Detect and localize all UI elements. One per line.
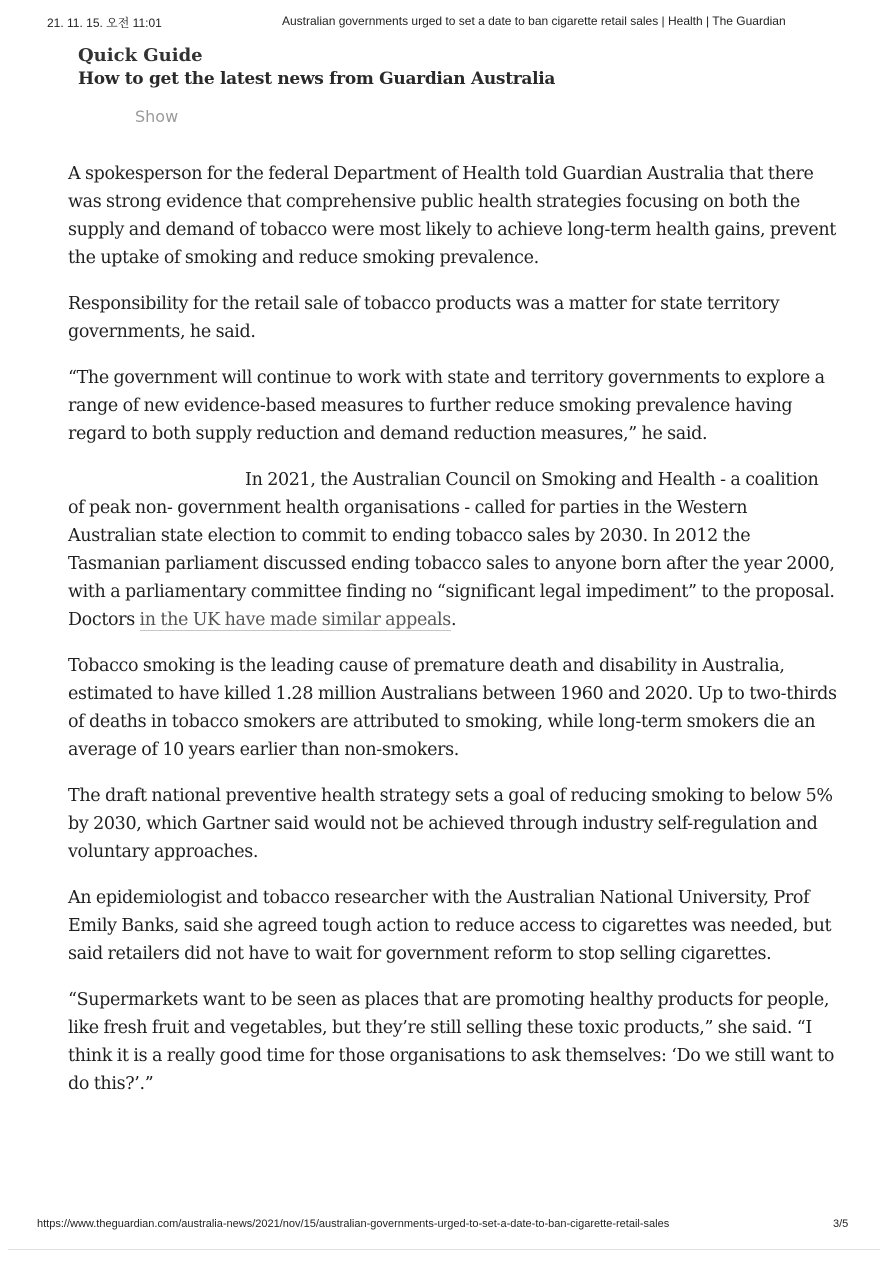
- article-paragraph: “Supermarkets want to be seen as places that are promoting healthy products for people, like fresh fruit and vegetables, but they’re still selling these toxic products,” she said. “I think it is a really good time for those organisations to ask themselves: ‘Do we still want to do this?’.”: [68, 990, 835, 1094]
- quick-guide-show-button[interactable]: Show: [135, 107, 179, 126]
- paragraph-end: .: [450, 610, 457, 630]
- print-page-title: Australian governments urged to set a date to ban cigarette retail sales | Health | The Guardian: [282, 14, 786, 28]
- article-paragraph: The draft national preventive health strategy sets a goal of reducing smoking to below 5% by 2030, which Gartner said would not be achieved through industry self-regulation and voluntary approaches.: [68, 786, 833, 862]
- article-paragraph: Responsibility for the retail sale of tobacco products was a matter for state territory governments, he said.: [68, 294, 780, 342]
- print-url: https://www.theguardian.com/australia-news/2021/nov/15/australian-governments-urged-to-set-a-date-to-ban-cigarette-retail-sales: [37, 1218, 670, 1230]
- quick-guide: [78, 45, 555, 91]
- paragraph-text: In 2021, the Australian Council on Smoking and Health - a coalition of peak non- government health organisations - called for parties in the Western Australian state election to commit to ending tobacco sales by 2030. In 2012 the Tasmanian parliament discussed ending tobacco sales to anyone born after the year 2000, with a parliamentary committee finding no “significant legal impediment” to the proposal. Doctors: [68, 470, 835, 630]
- article-paragraph: Tobacco smoking is the leading cause of premature death and disability in Australia, estimated to have killed 1.28 million Australians between 1960 and 2020. Up to two-thirds of deaths in tobacco smokers are attributed to smoking, while long-term smokers die an average of 10 years earlier than non-smokers.: [68, 656, 837, 760]
- page-bottom-divider: [8, 1249, 880, 1250]
- quick-guide-label: Quick Guide: [78, 45, 203, 66]
- article-paragraph: [68, 466, 838, 634]
- print-header: [0, 14, 893, 32]
- article-paragraph: An epidemiologist and tobacco researcher with the Australian National University, Prof Emily Banks, said she agreed tough action to reduce access to cigarettes was needed, but said retailers did not have to wait for government reform to stop selling cigarettes.: [68, 888, 832, 964]
- article-paragraph: “The government will continue to work with state and territory governments to explore a range of new evidence-based measures to further reduce smoking prevalence having regard to both supply reduction and demand reduction measures,” he said.: [68, 368, 825, 444]
- article-body: [68, 160, 838, 1116]
- uk-similar-appeals-link[interactable]: in the UK have made similar appeals: [139, 610, 451, 630]
- article-paragraph: A spokesperson for the federal Department of Health told Guardian Australia that there was strong evidence that comprehensive public health strategies focusing on both the supply and demand of tobacco were most likely to achieve long-term health gains, prevent the uptake of smoking and reduce smoking prevalence.: [68, 164, 836, 268]
- quick-guide-title: How to get the latest news from Guardian Australia: [78, 69, 556, 89]
- print-page-number: 3/5: [833, 1218, 849, 1230]
- print-footer: [0, 1218, 893, 1236]
- print-datetime: 21. 11. 15. 오전 11:01: [47, 16, 162, 30]
